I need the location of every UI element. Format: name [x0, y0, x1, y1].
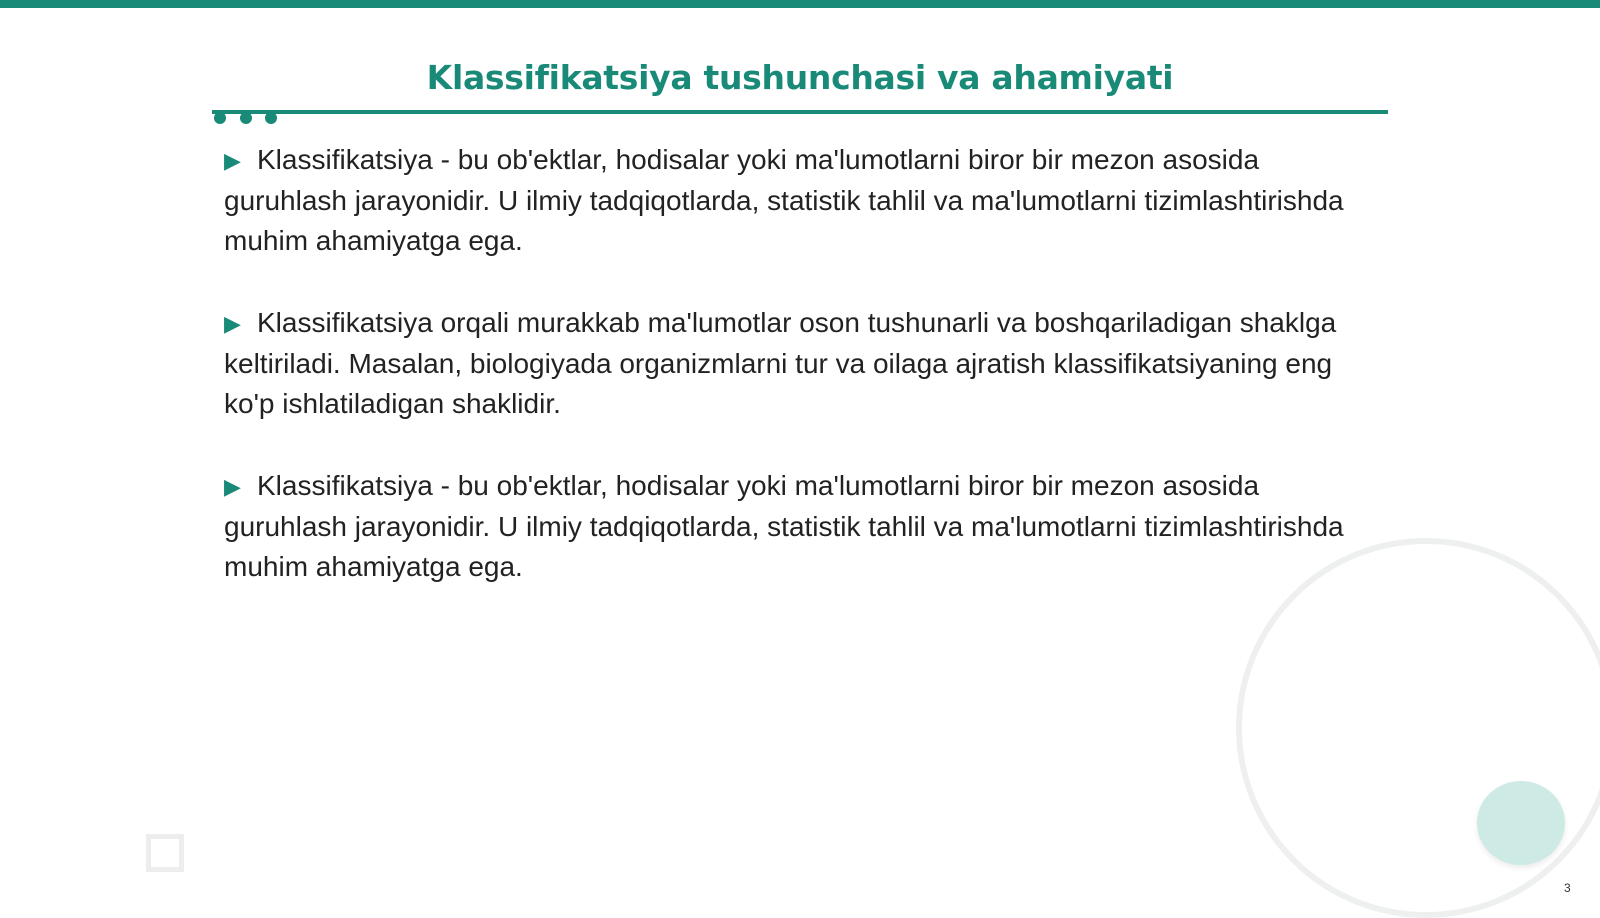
underline-dot [265, 112, 277, 124]
triangle-right-icon: ▶ [224, 148, 241, 173]
underline-dot [214, 112, 226, 124]
title-underline [212, 110, 1388, 114]
bullet-text: Klassifikatsiya - bu ob'ektlar, hodisalar yoki ma'lumotlarni biror bir mezon asosida guruhlash jarayonidir. U ilmiy tadqiqotlarda, statistik tahlil va ma'lumotlarni tizimlashtirishda muhim ahamiyatga ega. [224, 470, 1344, 582]
slide-title: Klassifikatsiya tushunchasi va ahamiyati [426, 58, 1174, 97]
top-accent-bar [0, 0, 1600, 8]
page-number: 3 [1564, 881, 1571, 895]
underline-dot [240, 112, 252, 124]
bullet-text: Klassifikatsiya - bu ob'ektlar, hodisalar yoki ma'lumotlarni biror bir mezon asosida guruhlash jarayonidir. U ilmiy tadqiqotlarda, statistik tahlil va ma'lumotlarni tizimlashtirishda muhim ahamiyatga ega. [224, 144, 1344, 256]
triangle-right-icon: ▶ [224, 474, 241, 499]
bullet-item [224, 140, 1364, 261]
bullet-item [224, 466, 1364, 587]
decorative-square [146, 834, 184, 872]
bullet-list [224, 140, 1364, 629]
bullet-item [224, 303, 1364, 424]
triangle-right-icon: ▶ [224, 311, 241, 336]
decorative-circle [1477, 781, 1565, 865]
bullet-text: Klassifikatsiya orqali murakkab ma'lumotlar oson tushunarli va boshqariladigan shaklga keltiriladi. Masalan, biologiyada organizmlarni tur va oilaga ajratish klassifikatsiyaning eng ko'p ishlatiladigan shaklidir. [224, 307, 1337, 419]
